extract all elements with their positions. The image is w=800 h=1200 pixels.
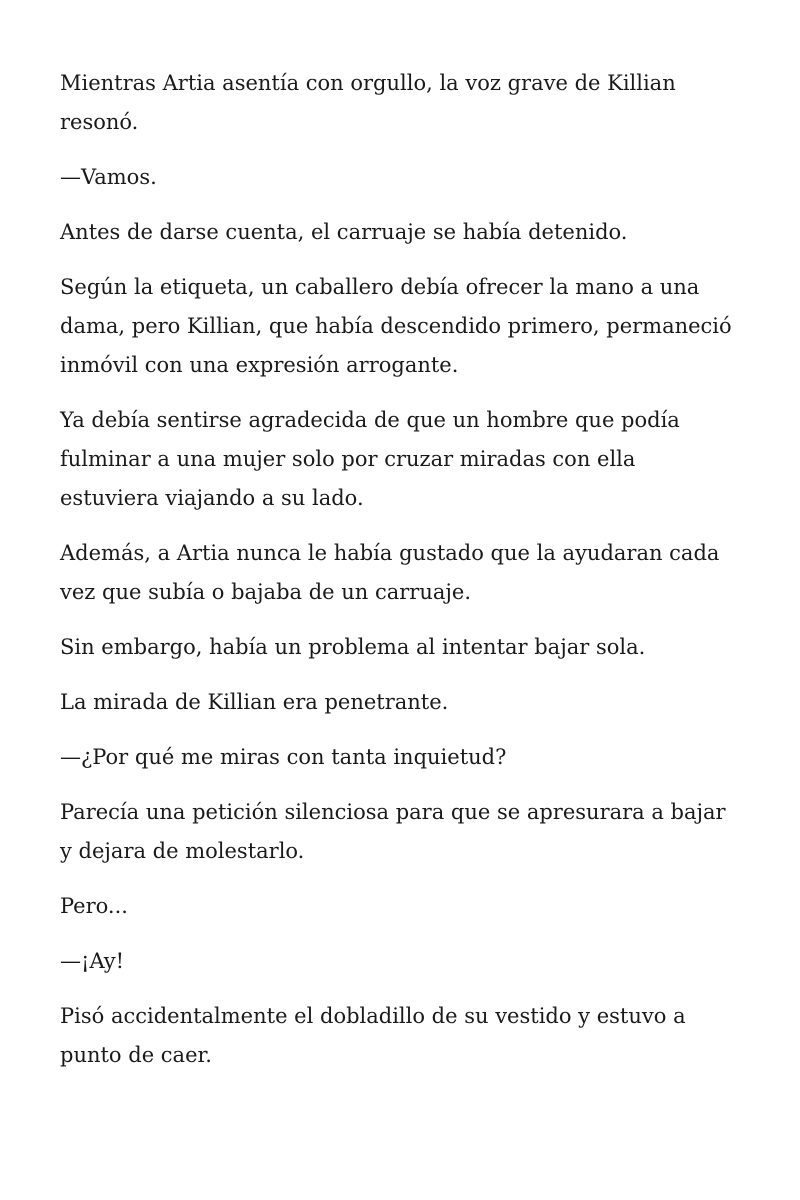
paragraph: La mirada de Killian era penetrante.: [60, 690, 449, 714]
paragraph: Sin embargo, había un problema al intentar bajar sola.: [60, 635, 646, 659]
paragraph: Según la etiqueta, un caballero debía ofrecer la mano a una dama, pero Killian, que había descendido primero, permaneció inmóvil con una expresión arrogante.: [60, 275, 732, 377]
paragraph: Ya debía sentirse agradecida de que un hombre que podía fulminar a una mujer solo por cruzar miradas con ella estuviera viajando a su lado.: [60, 408, 680, 510]
story-text: [60, 64, 740, 1091]
paragraph: Mientras Artia asentía con orgullo, la voz grave de Killian resonó.: [60, 71, 676, 134]
paragraph: Antes de darse cuenta, el carruaje se había detenido.: [60, 220, 628, 244]
paragraph: Parecía una petición silenciosa para que se apresurara a bajar y dejara de molestarlo.: [60, 800, 726, 863]
paragraph: Además, a Artia nunca le había gustado que la ayudaran cada vez que subía o bajaba de un carruaje.: [60, 541, 720, 604]
paragraph: —¿Por qué me miras con tanta inquietud?: [60, 745, 507, 769]
paragraph: Pisó accidentalmente el dobladillo de su vestido y estuvo a punto de caer.: [60, 1004, 686, 1067]
paragraph: Pero...: [60, 894, 128, 918]
paragraph: —Vamos.: [60, 165, 157, 189]
paragraph: —¡Ay!: [60, 949, 125, 973]
